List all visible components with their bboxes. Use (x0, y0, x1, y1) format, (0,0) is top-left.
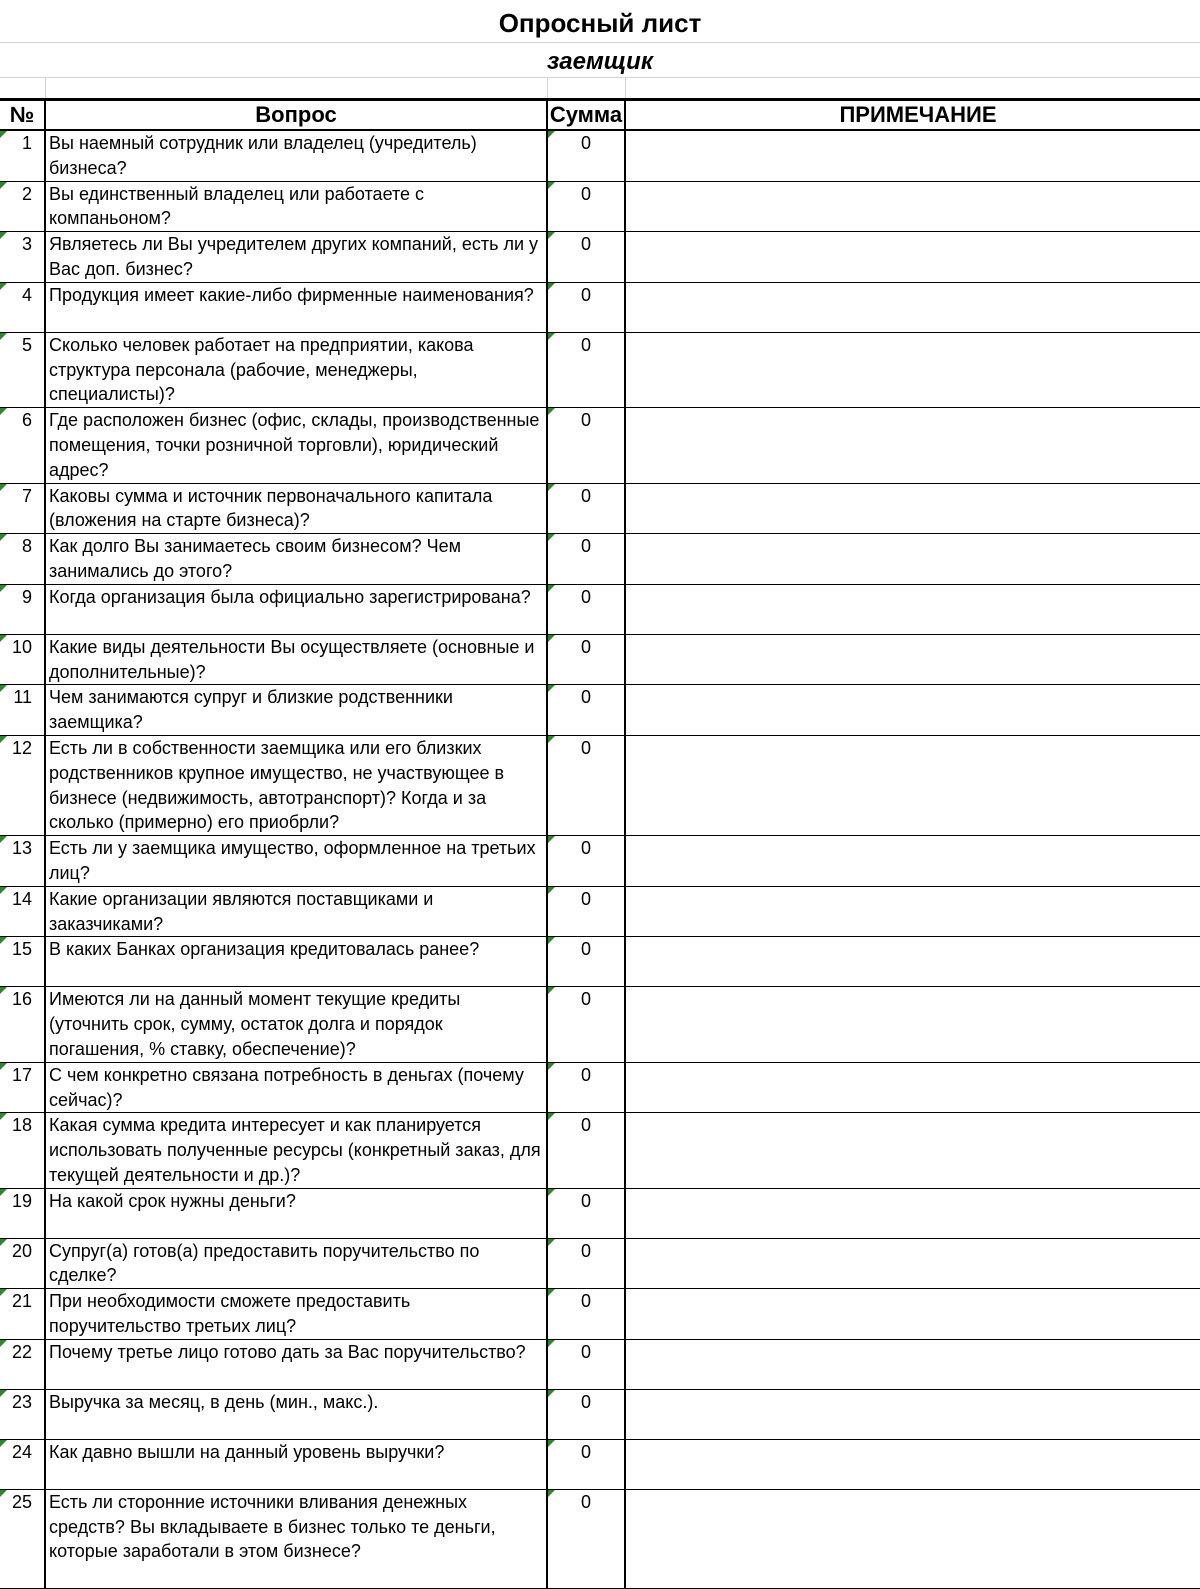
sum-cell[interactable]: 0 (547, 332, 625, 407)
table-row (0, 1113, 1200, 1188)
question-cell[interactable]: На какой срок нужны деньги? (45, 1188, 547, 1238)
question-cell[interactable]: Какие организации являются поставщиками и заказчиками? (45, 886, 547, 937)
question-cell[interactable]: Каковы сумма и источник первоначального капитала (вложения на старте бизнеса)? (45, 483, 547, 534)
note-cell[interactable] (625, 634, 1200, 685)
note-cell[interactable] (625, 886, 1200, 937)
table-row (0, 232, 1200, 283)
note-cell[interactable] (625, 534, 1200, 585)
note-cell[interactable] (625, 1389, 1200, 1439)
table-row (0, 634, 1200, 685)
table-row (0, 836, 1200, 887)
sum-cell[interactable]: 0 (547, 1439, 625, 1489)
note-cell[interactable] (625, 1489, 1200, 1588)
header-question[interactable]: Вопрос (45, 100, 547, 131)
question-cell[interactable]: Когда организация была официально зарегистрирована? (45, 584, 547, 634)
table-row (0, 408, 1200, 483)
sum-cell[interactable]: 0 (547, 987, 625, 1062)
sum-cell[interactable]: 0 (547, 408, 625, 483)
table-row (0, 1339, 1200, 1389)
sum-cell[interactable]: 0 (547, 1289, 625, 1340)
row-number-cell[interactable]: 23 (0, 1389, 45, 1439)
question-cell[interactable]: Имеются ли на данный момент текущие кредиты (уточнить срок, сумму, остаток долга и порядок погашения, % ставку, обеспечение)? (45, 987, 547, 1062)
row-number-cell[interactable]: 10 (0, 634, 45, 685)
question-cell[interactable]: Какие виды деятельности Вы осуществляете (основные и дополнительные)? (45, 634, 547, 685)
row-number-cell[interactable]: 14 (0, 886, 45, 937)
row-number-cell[interactable]: 1 (0, 130, 45, 181)
sum-cell[interactable]: 0 (547, 836, 625, 887)
sum-cell[interactable]: 0 (547, 1339, 625, 1389)
question-cell[interactable]: Какая сумма кредита интересует и как планируется использовать полученные ресурсы (конкретный заказ, для текущей деятельности и др.)? (45, 1113, 547, 1188)
sum-cell[interactable]: 0 (547, 735, 625, 835)
question-cell[interactable]: Есть ли у заемщика имущество, оформленное на третьих лиц? (45, 836, 547, 887)
table-row (0, 1489, 1200, 1588)
table-row (0, 584, 1200, 634)
row-number-cell[interactable]: 12 (0, 735, 45, 835)
sum-cell[interactable]: 0 (547, 1188, 625, 1238)
header-note[interactable]: ПРИМЕЧАНИЕ (625, 100, 1200, 131)
sheet-title[interactable]: Опросный лист (0, 0, 1200, 43)
row-number-cell[interactable]: 9 (0, 584, 45, 634)
table-row (0, 886, 1200, 937)
header-sum[interactable]: Сумма (547, 100, 625, 131)
question-cell[interactable]: Где расположен бизнес (офис, склады, производственные помещения, точки розничной торговли), юридический адрес? (45, 408, 547, 483)
questionnaire-table (0, 98, 1200, 1589)
note-cell[interactable] (625, 483, 1200, 534)
sum-cell[interactable]: 0 (547, 1489, 625, 1588)
sum-cell[interactable]: 0 (547, 282, 625, 332)
note-cell[interactable] (625, 685, 1200, 736)
note-cell[interactable] (625, 1289, 1200, 1340)
question-cell[interactable]: Продукция имеет какие-либо фирменные наименования? (45, 282, 547, 332)
row-number-cell[interactable]: 24 (0, 1439, 45, 1489)
row-number-cell[interactable]: 18 (0, 1113, 45, 1188)
row-number-cell[interactable]: 6 (0, 408, 45, 483)
note-cell[interactable] (625, 1113, 1200, 1188)
row-number-cell[interactable]: 15 (0, 937, 45, 987)
table-row (0, 735, 1200, 835)
table-row (0, 534, 1200, 585)
question-cell[interactable]: Есть ли в собственности заемщика или его близких родственников крупное имущество, не участвующее в бизнесе (недвижимость, автотранспорт)? Когда и за сколько (примерно) его приобрли? (45, 735, 547, 835)
row-number-cell[interactable]: 5 (0, 332, 45, 407)
note-cell[interactable] (625, 937, 1200, 987)
sum-cell[interactable]: 0 (547, 1238, 625, 1289)
question-cell[interactable]: Выручка за месяц, в день (мин., макс.). (45, 1389, 547, 1439)
table-row (0, 987, 1200, 1062)
note-cell[interactable] (625, 232, 1200, 283)
note-cell[interactable] (625, 836, 1200, 887)
sum-cell[interactable]: 0 (547, 1113, 625, 1188)
note-cell[interactable] (625, 1339, 1200, 1389)
table-row (0, 130, 1200, 181)
note-cell[interactable] (625, 735, 1200, 835)
table-row (0, 1389, 1200, 1439)
sum-cell[interactable]: 0 (547, 1062, 625, 1113)
sum-cell[interactable]: 0 (547, 181, 625, 232)
question-cell[interactable]: Как долго Вы занимаетесь своим бизнесом? Чем занимались до этого? (45, 534, 547, 585)
row-number-cell[interactable]: 4 (0, 282, 45, 332)
question-cell[interactable]: С чем конкретно связана потребность в деньгах (почему сейчас)? (45, 1062, 547, 1113)
header-row (0, 100, 1200, 131)
sum-cell[interactable]: 0 (547, 130, 625, 181)
row-number-cell[interactable]: 20 (0, 1238, 45, 1289)
table-row (0, 937, 1200, 987)
note-cell[interactable] (625, 130, 1200, 181)
table-row (0, 282, 1200, 332)
question-cell[interactable]: При необходимости сможете предоставить поручительство третьих лиц? (45, 1289, 547, 1340)
table-row (0, 685, 1200, 736)
question-cell[interactable]: Есть ли сторонние источники вливания денежных средств? Вы вкладываете в бизнес только те деньги, которые заработали в этом бизнесе? (45, 1489, 547, 1588)
question-cell[interactable]: В каких Банках организация кредитовалась ранее? (45, 937, 547, 987)
note-cell[interactable] (625, 1238, 1200, 1289)
note-cell[interactable] (625, 987, 1200, 1062)
question-cell[interactable]: Супруг(а) готов(а) предоставить поручительство по сделке? (45, 1238, 547, 1289)
table-row (0, 483, 1200, 534)
sum-cell[interactable]: 0 (547, 634, 625, 685)
note-cell[interactable] (625, 1062, 1200, 1113)
sum-cell[interactable]: 0 (547, 584, 625, 634)
row-number-cell[interactable]: 17 (0, 1062, 45, 1113)
sum-cell[interactable]: 0 (547, 232, 625, 283)
table-row (0, 1188, 1200, 1238)
sum-cell[interactable]: 0 (547, 483, 625, 534)
note-cell[interactable] (625, 181, 1200, 232)
note-cell[interactable] (625, 584, 1200, 634)
table-row (0, 1439, 1200, 1489)
table-row (0, 332, 1200, 407)
row-number-cell[interactable]: 16 (0, 987, 45, 1062)
row-number-cell[interactable]: 8 (0, 534, 45, 585)
note-cell[interactable] (625, 408, 1200, 483)
question-cell[interactable]: Чем занимаются супруг и близкие родственники заемщика? (45, 685, 547, 736)
table-row (0, 181, 1200, 232)
note-cell[interactable] (625, 332, 1200, 407)
row-number-cell[interactable]: 3 (0, 232, 45, 283)
question-cell[interactable]: Вы единственный владелец или работаете с компаньоном? (45, 181, 547, 232)
sum-cell[interactable]: 0 (547, 1389, 625, 1439)
sum-cell[interactable]: 0 (547, 937, 625, 987)
row-number-cell[interactable]: 22 (0, 1339, 45, 1389)
row-number-cell[interactable]: 25 (0, 1489, 45, 1588)
question-cell[interactable]: Сколько человек работает на предприятии, какова структура персонала (рабочие, менеджеры, специалисты)? (45, 332, 547, 407)
question-cell[interactable]: Являетесь ли Вы учредителем других компаний, есть ли у Вас доп. бизнес? (45, 232, 547, 283)
header-num[interactable]: № (0, 100, 45, 131)
sum-cell[interactable]: 0 (547, 685, 625, 736)
row-number-cell[interactable]: 2 (0, 181, 45, 232)
note-cell[interactable] (625, 1439, 1200, 1489)
question-cell[interactable]: Вы наемный сотрудник или владелец (учредитель) бизнеса? (45, 130, 547, 181)
sum-cell[interactable]: 0 (547, 534, 625, 585)
row-number-cell[interactable]: 11 (0, 685, 45, 736)
row-number-cell[interactable]: 7 (0, 483, 45, 534)
table-row (0, 1289, 1200, 1340)
note-cell[interactable] (625, 282, 1200, 332)
table-row (0, 1062, 1200, 1113)
sum-cell[interactable]: 0 (547, 886, 625, 937)
table-row (0, 1238, 1200, 1289)
note-cell[interactable] (625, 1188, 1200, 1238)
row-number-cell[interactable]: 21 (0, 1289, 45, 1340)
question-cell[interactable]: Как давно вышли на данный уровень выручки? (45, 1439, 547, 1489)
question-cell[interactable]: Почему третье лицо готово дать за Вас поручительство? (45, 1339, 547, 1389)
row-number-cell[interactable]: 13 (0, 836, 45, 887)
row-number-cell[interactable]: 19 (0, 1188, 45, 1238)
spacer-row[interactable] (0, 78, 1200, 98)
sheet-subtitle[interactable]: заемщик (0, 43, 1200, 78)
